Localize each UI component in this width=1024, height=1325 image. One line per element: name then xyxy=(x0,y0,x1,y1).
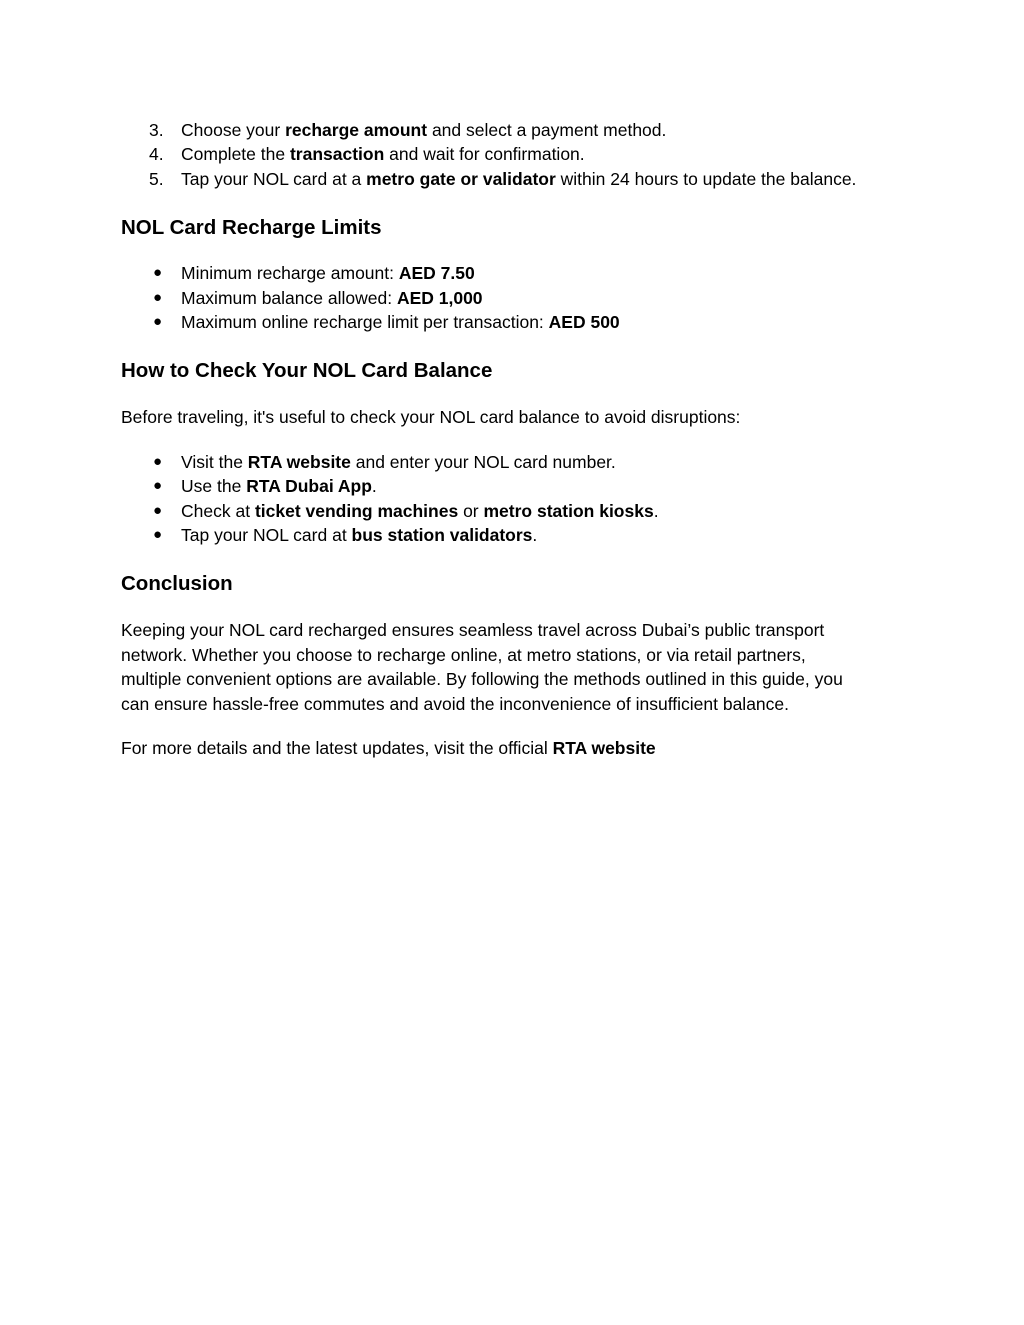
list-item xyxy=(121,310,911,334)
list-item xyxy=(121,474,911,498)
paragraph-line: Keeping your NOL card recharged ensures seamless travel across Dubai’s public transport xyxy=(121,620,825,641)
bullet-icon: ● xyxy=(153,501,163,519)
bullet-icon: ● xyxy=(153,264,163,282)
list-number: 3. xyxy=(149,120,164,140)
list-number: 5. xyxy=(149,168,164,189)
conclusion-paragraph xyxy=(121,618,911,716)
list-item xyxy=(121,167,911,191)
item-text: . xyxy=(653,500,659,521)
document-content xyxy=(121,118,911,761)
item-bold-text: metro station kiosks xyxy=(483,500,654,521)
bullet-icon: ● xyxy=(153,477,163,495)
list-item xyxy=(121,118,911,142)
final-paragraph xyxy=(121,736,911,760)
limit-value: AED 1,000 xyxy=(396,287,483,308)
step-text: Complete the xyxy=(181,144,290,165)
item-text: Visit the xyxy=(181,451,248,472)
list-number: 4. xyxy=(149,144,164,165)
list-item xyxy=(121,286,911,310)
limit-value: AED 7.50 xyxy=(398,263,475,284)
section-heading-recharge-limits: NOL Card Recharge Limits xyxy=(121,216,382,240)
item-text: . xyxy=(532,525,538,546)
item-text: and enter your NOL card number. xyxy=(350,451,616,472)
item-text: Tap your NOL card at xyxy=(181,525,352,546)
list-item xyxy=(121,261,911,285)
recharge-steps-list xyxy=(121,118,911,191)
bullet-icon: ● xyxy=(153,288,163,306)
list-item xyxy=(121,450,911,474)
step-text: and select a payment method. xyxy=(427,120,667,140)
list-item xyxy=(121,499,911,523)
item-bold-text: bus station validators xyxy=(351,525,533,546)
limit-text: Minimum recharge amount: xyxy=(181,263,399,284)
limit-text: Maximum balance allowed: xyxy=(181,287,397,308)
final-text: For more details and the latest updates, visit the official xyxy=(121,738,553,759)
section-heading-conclusion: Conclusion xyxy=(121,572,233,596)
rta-website-text: RTA website xyxy=(552,738,656,759)
paragraph-line: network. Whether you choose to recharge online, at metro stations, or via retail partners, xyxy=(121,644,806,665)
bullet-icon: ● xyxy=(153,526,163,544)
item-text: Check at xyxy=(181,500,255,521)
bullet-icon: ● xyxy=(153,452,163,470)
item-bold-text: ticket vending machines xyxy=(254,500,459,521)
item-bold-text: RTA website xyxy=(247,451,351,472)
list-item xyxy=(121,142,911,166)
recharge-limits-list xyxy=(121,261,911,334)
section-heading-check-balance: How to Check Your NOL Card Balance xyxy=(121,359,493,383)
item-text: Use the xyxy=(181,476,247,497)
bullet-icon: ● xyxy=(153,313,163,331)
paragraph-line: can ensure hassle-free commutes and avoid the inconvenience of insufficient balance. xyxy=(121,693,789,714)
list-item xyxy=(121,523,911,547)
step-bold-text: metro gate or validator xyxy=(366,168,556,189)
item-text: . xyxy=(371,476,377,497)
step-text: within 24 hours to update the balance. xyxy=(555,168,857,189)
step-text: Choose your xyxy=(181,120,286,140)
step-bold-text: recharge amount xyxy=(285,120,428,140)
paragraph-line: multiple convenient options are available. By following the methods outlined in this guide, you xyxy=(121,669,843,690)
balance-intro-paragraph: Before traveling, it's useful to check your NOL card balance to avoid disruptions: xyxy=(121,407,741,428)
step-bold-text: transaction xyxy=(289,144,385,165)
item-text: or xyxy=(458,500,484,521)
check-balance-list xyxy=(121,450,911,548)
step-text: Tap your NOL card at a xyxy=(181,168,367,189)
item-bold-text: RTA Dubai App xyxy=(246,476,372,497)
step-text: and wait for confirmation. xyxy=(384,144,585,165)
limit-value: AED 500 xyxy=(548,312,620,333)
limit-text: Maximum online recharge limit per transaction: xyxy=(181,312,549,333)
